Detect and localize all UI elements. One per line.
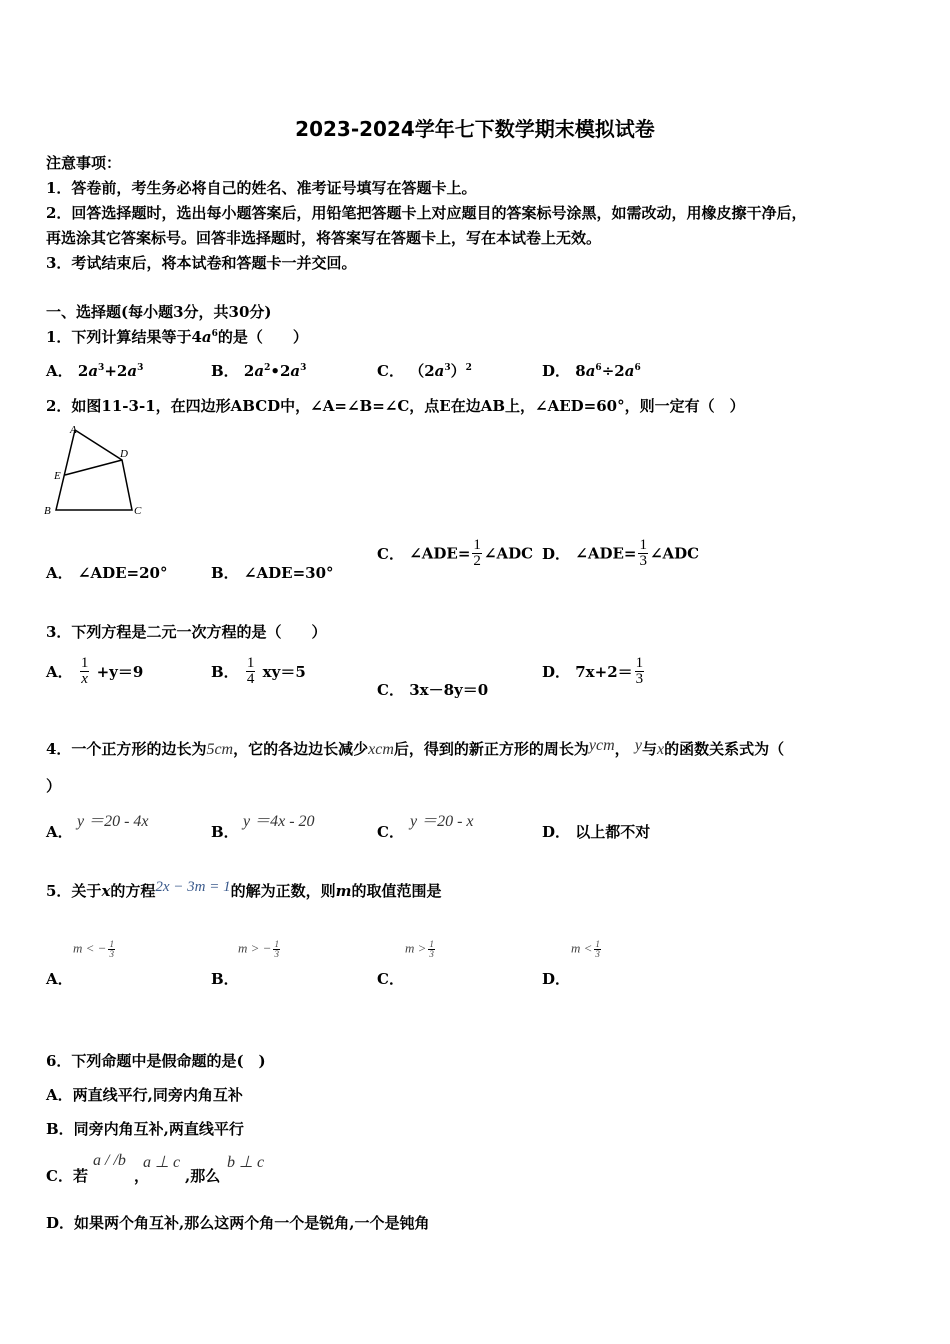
- q6-option-c-math-2: a ⊥ c: [143, 1154, 181, 1171]
- q1-option-b[interactable]: B． $2a^2•2a^3$: [211, 362, 307, 380]
- q2-option-a[interactable]: A． ∠ADE=20°: [46, 564, 168, 582]
- q6-option-c-sep: ，: [134, 1167, 150, 1185]
- q3-option-b[interactable]: B． $\frac{1}{4}$ xy＝5: [211, 655, 306, 687]
- label-d: D: [120, 448, 128, 460]
- q3-option-d[interactable]: D． 7x+2＝ $\frac{1}{3}$: [542, 655, 644, 687]
- q3-option-a[interactable]: A． $\frac{1}{x}$ +y＝9: [46, 655, 144, 687]
- q1-option-c[interactable]: C． $(2a^3)^2$: [377, 362, 472, 380]
- q2-option-b[interactable]: B． ∠ADE=30°: [211, 564, 334, 582]
- question-4-stem: 4．一个正方形的边长为5cm，它的各边边长减少xcm后，得到的新正方形的周长为ycm， y与x的函数关系式为（: [46, 737, 785, 758]
- equation-image: 2x − 3m = 1: [155, 879, 231, 895]
- notice-item-2-cont: 再选涂其它答案标号。回答非选择题时，将答案写在答题卡上，写在本试卷上无效。: [46, 229, 602, 247]
- fraction: $\frac{1}{2}$: [473, 537, 481, 569]
- question-6-stem: 6．下列命题中是假命题的是( ): [46, 1052, 266, 1070]
- q5-option-b-math[interactable]: m > − $\frac{1}{3}$: [238, 939, 279, 959]
- q4-option-b-math[interactable]: y ＝4x - 20: [243, 813, 315, 830]
- q4-option-b-label[interactable]: B．: [211, 823, 239, 841]
- q4-option-a-math[interactable]: y ＝20 - 4x: [77, 813, 149, 830]
- q5-option-d-math[interactable]: m < $\frac{1}{3}$: [571, 939, 600, 959]
- q5-option-d-label[interactable]: D．: [542, 970, 571, 988]
- fraction: $\frac{1}{3}$: [595, 939, 600, 959]
- notice-heading: 注意事项：: [46, 154, 122, 172]
- q5-option-c-label[interactable]: C．: [377, 970, 404, 988]
- q5-option-a-math[interactable]: m < − $\frac{1}{3}$: [73, 939, 114, 959]
- q1-option-a[interactable]: A． $2a^3+2a^3$: [46, 362, 144, 380]
- q6-option-c-label[interactable]: C．若: [46, 1167, 88, 1185]
- section-heading: 一、选择题(每小题3分，共30分): [46, 303, 272, 321]
- fraction: $\frac{1}{3}$: [274, 939, 279, 959]
- fraction: $\frac{1}{4}$: [246, 655, 255, 687]
- q6-option-c-math-3: b ⊥ c: [227, 1154, 265, 1171]
- q2-option-d[interactable]: D． ∠ADE= $\frac{1}{3}$ ∠ADC: [542, 537, 700, 569]
- question-2-stem: 2．如图11-3-1，在四边形ABCD中，∠A=∠B=∠C，点E在边AB上，∠AED=60°，则一定有（ ）: [46, 397, 745, 415]
- label-e: E: [54, 470, 61, 482]
- label-b: B: [44, 505, 51, 517]
- question-5-stem: 5．关于x的方程2x − 3m = 1的解为正数，则m的取值范围是: [46, 879, 442, 900]
- label-c: C: [134, 505, 142, 517]
- notice-item-2: 2．回答选择题时，选出每小题答案后，用铅笔把答题卡上对应题目的答案标号涂黑，如需改动，用橡皮擦干净后，: [46, 204, 807, 222]
- q5-option-c-math[interactable]: m > $\frac{1}{3}$: [405, 939, 434, 959]
- question-3-stem: 3．下列方程是二元一次方程的是（ ）: [46, 623, 327, 641]
- q6-option-b[interactable]: B．同旁内角互补,两直线平行: [46, 1120, 244, 1138]
- question-4-stem-end: ）: [46, 777, 62, 795]
- q4-option-a-label[interactable]: A．: [46, 823, 73, 841]
- notice-item-1: 1．答卷前，考生务必将自己的姓名、准考证号填写在答题卡上。: [46, 179, 477, 197]
- q5-option-b-label[interactable]: B．: [211, 970, 239, 988]
- question-1-stem: 1．下列计算结果等于$4a^6$的是（ ）: [46, 328, 308, 346]
- fraction: $\frac{1}{3}$: [635, 655, 644, 687]
- fraction: $\frac{1}{3}$: [109, 939, 114, 959]
- q1-option-d[interactable]: D． $8a^6\div 2a^6$: [542, 362, 641, 380]
- quadrilateral-figure: [40, 422, 150, 522]
- page-title: 2023-2024学年七下数学期末模拟试卷: [295, 117, 655, 141]
- quadrilateral-abcd: [56, 430, 132, 510]
- q4-option-c-label[interactable]: C．: [377, 823, 404, 841]
- q5-option-a-label[interactable]: A．: [46, 970, 73, 988]
- q6-option-c-mid: ,那么: [185, 1167, 221, 1185]
- fraction: $\frac{1}{3}$: [639, 537, 647, 569]
- notice-item-3: 3．考试结束后，将本试卷和答题卡一并交回。: [46, 254, 357, 272]
- q6-option-c-math-1: a / /b: [93, 1152, 126, 1169]
- fraction: $\frac{1}{3}$: [429, 939, 434, 959]
- label-a: A: [70, 424, 77, 436]
- segment-ed: [65, 460, 122, 475]
- q4-option-d[interactable]: D． 以上都不对: [542, 823, 651, 841]
- fraction: $\frac{1}{x}$: [80, 655, 89, 687]
- q3-option-c[interactable]: C． 3x－8y＝0: [377, 681, 489, 699]
- q6-option-a[interactable]: A．两直线平行,同旁内角互补: [46, 1086, 243, 1104]
- q4-option-c-math[interactable]: y ＝20 - x: [410, 813, 474, 830]
- q2-option-c[interactable]: C． ∠ADE= $\frac{1}{2}$ ∠ADC: [377, 537, 534, 569]
- q6-option-d[interactable]: D．如果两个角互补,那么这两个角一个是锐角,一个是钝角: [46, 1214, 430, 1232]
